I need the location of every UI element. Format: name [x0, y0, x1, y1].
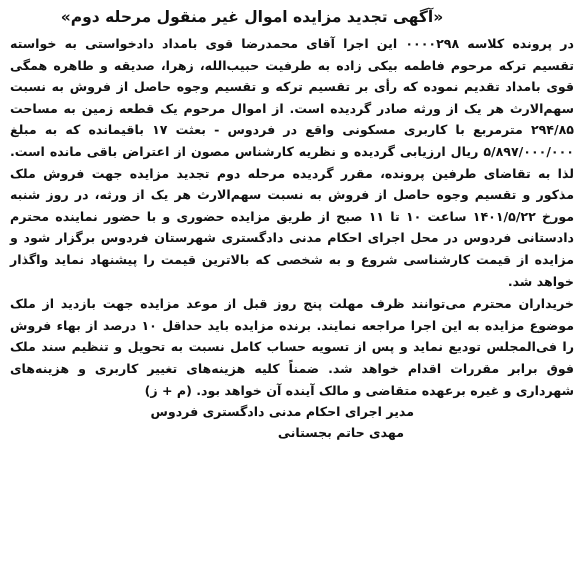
- notice-paragraph-1: در پرونده کلاسه ۰۰۰۰۲۹۸ این اجرا آقای محمدرضا قوی بامداد دادخواستی به خواسته تقسیم ترکه مرحوم فاطمه بیکی زاده به طرفیت حبیب‌الله، زهرا، صدیقه و طاهره همگی قوی بامداد تقدیم نموده که رأی بر تقسیم ترکه و تقسیم وجوه حاصل از فروش به نسبت سهم‌الارث هر یک از ورثه صادر گردیده است. از اموال مرحوم یک قطعه زمین به مساحت ۲۹۴/۸۵ مترمربع با کاربری مسکونی واقع در فردوس - بعثت ۱۷ باقیمانده که به مبلغ ۵/۸۹۷/۰۰۰/۰۰۰ ریال ارزیابی گردیده و نظریه کارشناس مصون از اعتراض باقی مانده است. لذا به تقاضای طرفین پرونده، مقرر گردیده مرحله دوم تجدید مزایده جهت فروش ملک مذکور و تقسیم وجوه حاصل از فروش به نسبت سهم‌الارث هر یک از ورثه، در روز شنبه مورخ ۱۴۰۱/۵/۲۲ ساعت ۱۰ تا ۱۱ صبح از طریق مزایده حضوری و با حضور نماینده محترم دادستانی فردوس در محل اجرای احکام مدنی دادگستری شهرستان فردوس برگزار شود و مزایده از قیمت کارشناسی شروع و به شخصی که بالاترین قیمت را پیشنهاد نماید واگذار خواهد شد.: [10, 36, 575, 289]
- notice-paragraph-2: خریداران محترم می‌توانند ظرف مهلت پنج روز قبل از موعد مزایده جهت بازدید از ملک موضوع مزایده به این اجرا مراجعه نمایند. برنده مزایده باید حداقل ۱۰ درصد از بهاء فروش را فی‌المجلس تودیع نماید و پس از تسویه حساب کامل نسبت به تحویل و تنظیم سند ملک فوق برابر مقررات اقدام خواهد شد. ضمناً کلیه هزینه‌های تغییر کاربری و هزینه‌های شهرداری و غیره برعهده متقاضی و مالک آینده آن خواهد بود. (م ‌+ ز): [10, 296, 574, 398]
- signature-office: مدیر اجرای احکام مدنی دادگستری فردوس: [150, 404, 414, 420]
- notice-title: «آگهی تجدید مزایده اموال غیر منقول مرحله دوم»: [60, 8, 444, 26]
- signature-name: مهدی حاتم بجستانی: [277, 425, 404, 441]
